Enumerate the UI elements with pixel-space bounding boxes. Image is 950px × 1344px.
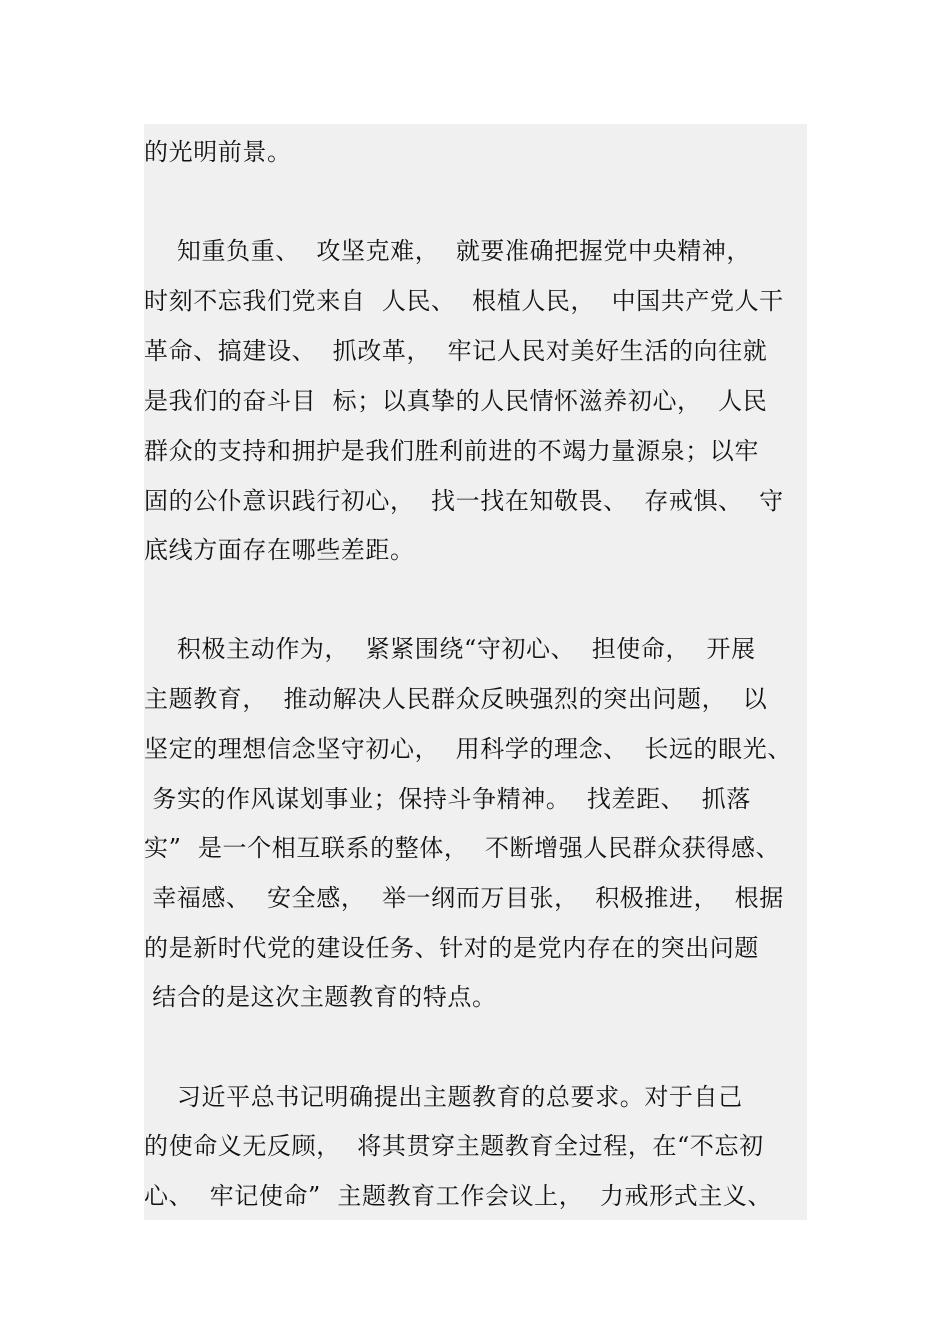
paragraph-1-line-1: 的光明前景。 [144, 138, 292, 166]
paragraph-2-line-6: 固的公仆意识践行初心， 找一找在知敬畏、 存戒惧、 守 [144, 487, 784, 515]
paragraph-3-line-1: 积极主动作为， 紧紧围绕“守初心、 担使命， 开展 [144, 635, 756, 663]
paragraph-2-line-5: 群众的支持和拥护是我们胜利前进的不竭力量源泉；以牢 [144, 437, 759, 465]
paragraph-3-line-7: 的是新时代党的建设任务、针对的是党内存在的突出问题 [144, 934, 759, 962]
paragraph-3-line-5: 实” 是一个相互联系的整体， 不断增强人民群众获得感、 [144, 834, 781, 862]
paragraph-2-line-1: 知重负重、 攻坚克难， 就要准确把握党中央精神， [144, 237, 752, 265]
paragraph-4-line-1: 习近平总书记明确提出主题教育的总要求。对于自己 [144, 1083, 743, 1111]
paragraph-2-line-7: 底线方面存在哪些差距。 [144, 536, 415, 564]
paragraph-3-line-2: 主题教育， 推动解决人民群众反映强烈的突出问题， 以 [144, 685, 768, 713]
paragraph-3-line-8: 结合的是这次主题教育的特点。 [144, 983, 497, 1011]
paragraph-3-line-4: 务实的作风谋划事业；保持斗争精神。 找差距、 抓落 [144, 785, 751, 813]
paragraph-2-line-2: 时刻不忘我们党来自 人民、 根植人民， 中国共产党人干 [144, 287, 784, 315]
paragraph-2-line-3: 革命、搞建设、 抓改革， 牢记人民对美好生活的向往就 [144, 337, 768, 365]
paragraph-4-line-2: 的使命义无反顾， 将其贯穿主题教育全过程，在“不忘初 [144, 1132, 764, 1160]
paragraph-4-line-3: 心、 牢记使命” 主题教育工作会议上， 力戒形式主义、 [144, 1182, 773, 1210]
paragraph-2-line-4: 是我们的奋斗目 标；以真挚的人民情怀滋养初心， 人民 [144, 387, 768, 415]
paragraph-3-line-6: 幸福感、 安全感， 举一纲而万目张， 积极推进， 根据 [144, 884, 784, 912]
paragraph-3-line-3: 坚定的理想信念坚守初心， 用科学的理念、 长远的眼光、 [144, 735, 792, 763]
